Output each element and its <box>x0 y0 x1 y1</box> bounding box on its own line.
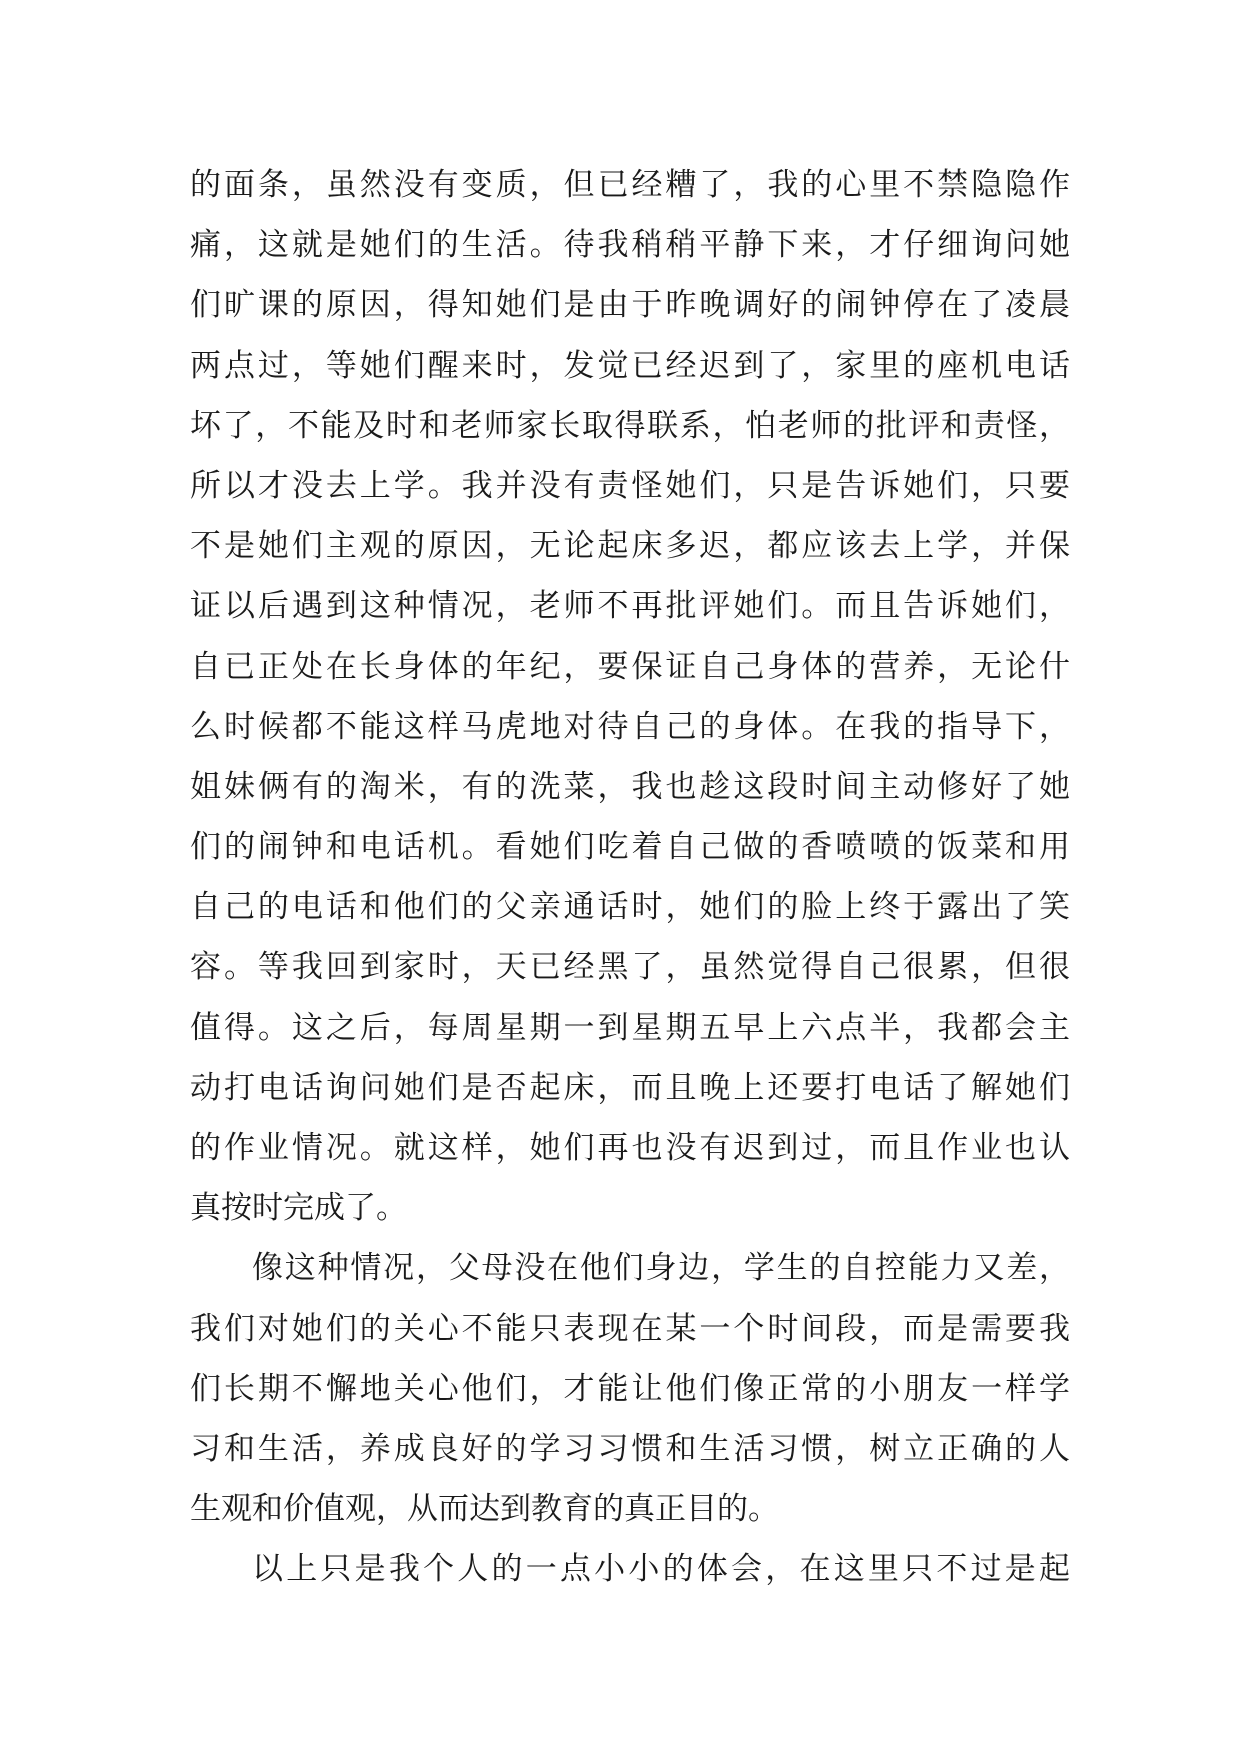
text-line: 证以后遇到这种情况，老师不再批评她们。而且告诉她们， <box>190 588 1070 625</box>
text-line: 们的闹钟和电话机。看她们吃着自己做的香喷喷的饭菜和用 <box>190 829 1070 866</box>
text-line: 们长期不懈地关心他们，才能让他们像正常的小朋友一样学 <box>190 1370 1070 1407</box>
paragraph-start-line: 像这种情况，父母没在他们身边，学生的自控能力又差， <box>252 1250 1070 1287</box>
text-line: 动打电话询问她们是否起床，而且晚上还要打电话了解她们 <box>190 1069 1070 1106</box>
text-line: 不是她们主观的原因，无论起床多迟，都应该去上学，并保 <box>190 528 1070 565</box>
text-line: 自己的电话和他们的父亲通话时，她们的脸上终于露出了笑 <box>190 889 1070 926</box>
paragraph-start-line: 以上只是我个人的一点小小的体会，在这里只不过是起 <box>252 1551 1070 1588</box>
text-line: 容。等我回到家时，天已经黑了，虽然觉得自己很累，但很 <box>190 949 1070 986</box>
text-line: 的作业情况。就这样，她们再也没有迟到过，而且作业也认 <box>190 1130 1070 1166</box>
text-line: 坏了，不能及时和老师家长取得联系，怕老师的批评和责怪， <box>190 407 1070 444</box>
text-line: 们旷课的原因，得知她们是由于昨晚调好的闹钟停在了凌晨 <box>190 287 1070 324</box>
body-text <box>190 155 1070 1600</box>
text-line: 两点过，等她们醒来时，发觉已经迟到了，家里的座机电话 <box>190 347 1070 384</box>
text-line: 姐妹俩有的淘米，有的洗菜，我也趁这段时间主动修好了她 <box>190 768 1070 805</box>
paragraph-end-line: 真按时完成了。 <box>190 1190 407 1227</box>
text-line: 习和生活，养成良好的学习习惯和生活习惯，树立正确的人 <box>190 1430 1070 1467</box>
text-line: 么时候都不能这样马虎地对待自己的身体。在我的指导下， <box>190 708 1070 745</box>
paragraph-end-line: 生观和价值观，从而达到教育的真正目的。 <box>190 1491 779 1528</box>
text-line: 我们对她们的关心不能只表现在某一个时间段，而是需要我 <box>190 1310 1070 1347</box>
text-line: 痛，这就是她们的生活。待我稍稍平静下来，才仔细询问她 <box>190 227 1070 264</box>
text-line: 值得。这之后，每周星期一到星期五早上六点半，我都会主 <box>190 1009 1070 1046</box>
text-line: 自已正处在长身体的年纪，要保证自己身体的营养，无论什 <box>190 648 1070 685</box>
text-line: 的面条，虽然没有变质，但已经糟了，我的心里不禁隐隐作 <box>190 167 1070 203</box>
text-line: 所以才没去上学。我并没有责怪她们，只是告诉她们，只要 <box>190 467 1070 504</box>
